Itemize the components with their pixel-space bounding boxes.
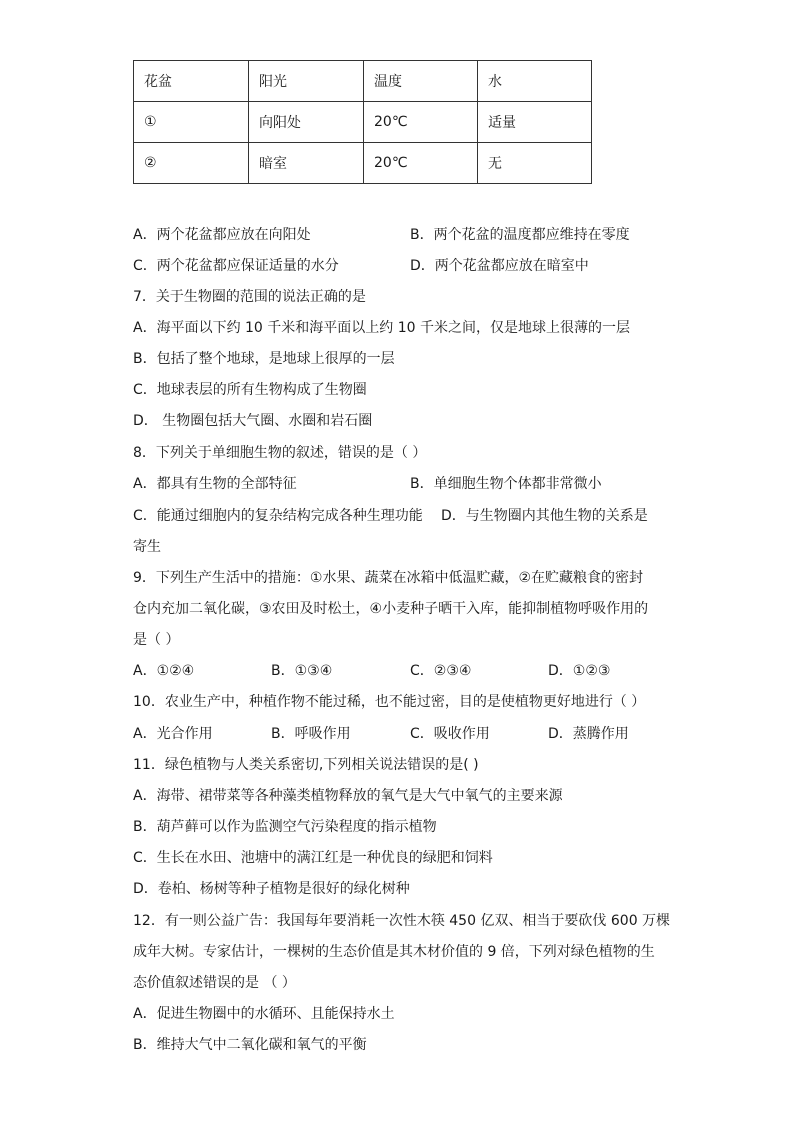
q7-option-b: B．包括了整个地球，是地球上很厚的一层 — [133, 351, 395, 367]
q11-stem: 11．绿色植物与人类关系密切,下列相关说法错误的是( ) — [133, 757, 479, 773]
table-row — [134, 143, 592, 184]
q10-option-c: C．吸收作用 — [410, 726, 490, 742]
q10-option-a: A．光合作用 — [133, 726, 213, 742]
q12-stem-line-3: 态价值叙述错误的是 （ ） — [133, 975, 296, 991]
q8-option-c: C．能通过细胞内的复杂结构完成各种生理功能 — [133, 508, 423, 524]
q9-stem-line-3: 是（ ） — [133, 632, 180, 648]
q8-option-a: A．都具有生物的全部特征 — [133, 476, 297, 492]
q8-option-d-continued: 寄生 — [133, 539, 161, 555]
q9-option-a: A．①②④ — [133, 663, 195, 679]
q12-option-a: A．促进生物圈中的水循环、且能保持水土 — [133, 1006, 395, 1022]
q7-option-d: D． 生物圈包括大气圈、水圈和岩石圈 — [133, 413, 373, 429]
table-header-row — [134, 61, 592, 102]
q8-option-b: B．单细胞生物个体都非常微小 — [410, 476, 602, 492]
table-header-cell: 花盆 — [134, 61, 249, 102]
experiment-table — [133, 60, 592, 184]
q7-option-a: A．海平面以下约 10 千米和海平面以上约 10 千米之间，仅是地球上很薄的一层 — [133, 320, 631, 336]
table-header-cell: 阳光 — [249, 61, 364, 102]
q7-stem: 7．关于生物圈的范围的说法正确的是 — [133, 289, 366, 305]
q8-option-d: D．与生物圈内其他生物的关系是 — [441, 508, 648, 524]
table-row — [134, 102, 592, 143]
q8-stem: 8．下列关于单细胞生物的叙述，错误的是（ ） — [133, 445, 427, 461]
q6-option-d: D．两个花盆都应放在暗室中 — [410, 258, 589, 274]
q11-option-a: A．海带、裙带菜等各种藻类植物释放的氧气是大气中氧气的主要来源 — [133, 788, 563, 804]
table-cell: 适量 — [478, 102, 592, 143]
q7-option-c: C．地球表层的所有生物构成了生物圈 — [133, 382, 367, 398]
q12-stem-line-2: 成年大树。专家估计，一棵树的生态价值是其木材价值的 9 倍，下列对绿色植物的生 — [133, 944, 655, 960]
table-cell: 20℃ — [364, 102, 478, 143]
table-header-cell: 温度 — [364, 61, 478, 102]
table-cell: 无 — [478, 143, 592, 184]
q12-stem-line-1: 12．有一则公益广告：我国每年要消耗一次性木筷 450 亿双、相当于要砍伐 600 万棵 — [133, 913, 671, 929]
q6-option-a: A．两个花盆都应放在向阳处 — [133, 227, 311, 243]
q9-stem-line-2: 仓内充加二氧化碳，③农田及时松土，④小麦种子晒干入库，能抑制植物呼吸作用的 — [133, 601, 649, 617]
table-header-cell: 水 — [478, 61, 592, 102]
table-cell: 向阳处 — [249, 102, 364, 143]
q11-option-d: D．卷柏、杨树等种子植物是很好的绿化树种 — [133, 881, 410, 897]
q6-option-c: C．两个花盆都应保证适量的水分 — [133, 258, 339, 274]
q9-option-d: D．①②③ — [548, 663, 611, 679]
q12-option-b: B．维持大气中二氧化碳和氧气的平衡 — [133, 1037, 367, 1053]
table-cell: ② — [134, 143, 249, 184]
q11-option-c: C．生长在水田、池塘中的满江红是一种优良的绿肥和饲料 — [133, 850, 493, 866]
q9-option-b: B．①③④ — [271, 663, 333, 679]
table-cell: 20℃ — [364, 143, 478, 184]
q11-option-b: B．葫芦藓可以作为监测空气污染程度的指示植物 — [133, 819, 437, 835]
q6-option-b: B．两个花盆的温度都应维持在零度 — [410, 227, 630, 243]
q9-option-c: C．②③④ — [410, 663, 472, 679]
table-cell: 暗室 — [249, 143, 364, 184]
q9-stem-line-1: 9．下列生产生活中的措施：①水果、蔬菜在冰箱中低温贮藏，②在贮藏粮食的密封 — [133, 570, 644, 586]
q10-option-b: B．呼吸作用 — [271, 726, 351, 742]
q10-option-d: D．蒸腾作用 — [548, 726, 629, 742]
table-cell: ① — [134, 102, 249, 143]
q10-stem: 10．农业生产中，种植作物不能过稀，也不能过密，目的是使植物更好地进行（ ） — [133, 694, 646, 710]
